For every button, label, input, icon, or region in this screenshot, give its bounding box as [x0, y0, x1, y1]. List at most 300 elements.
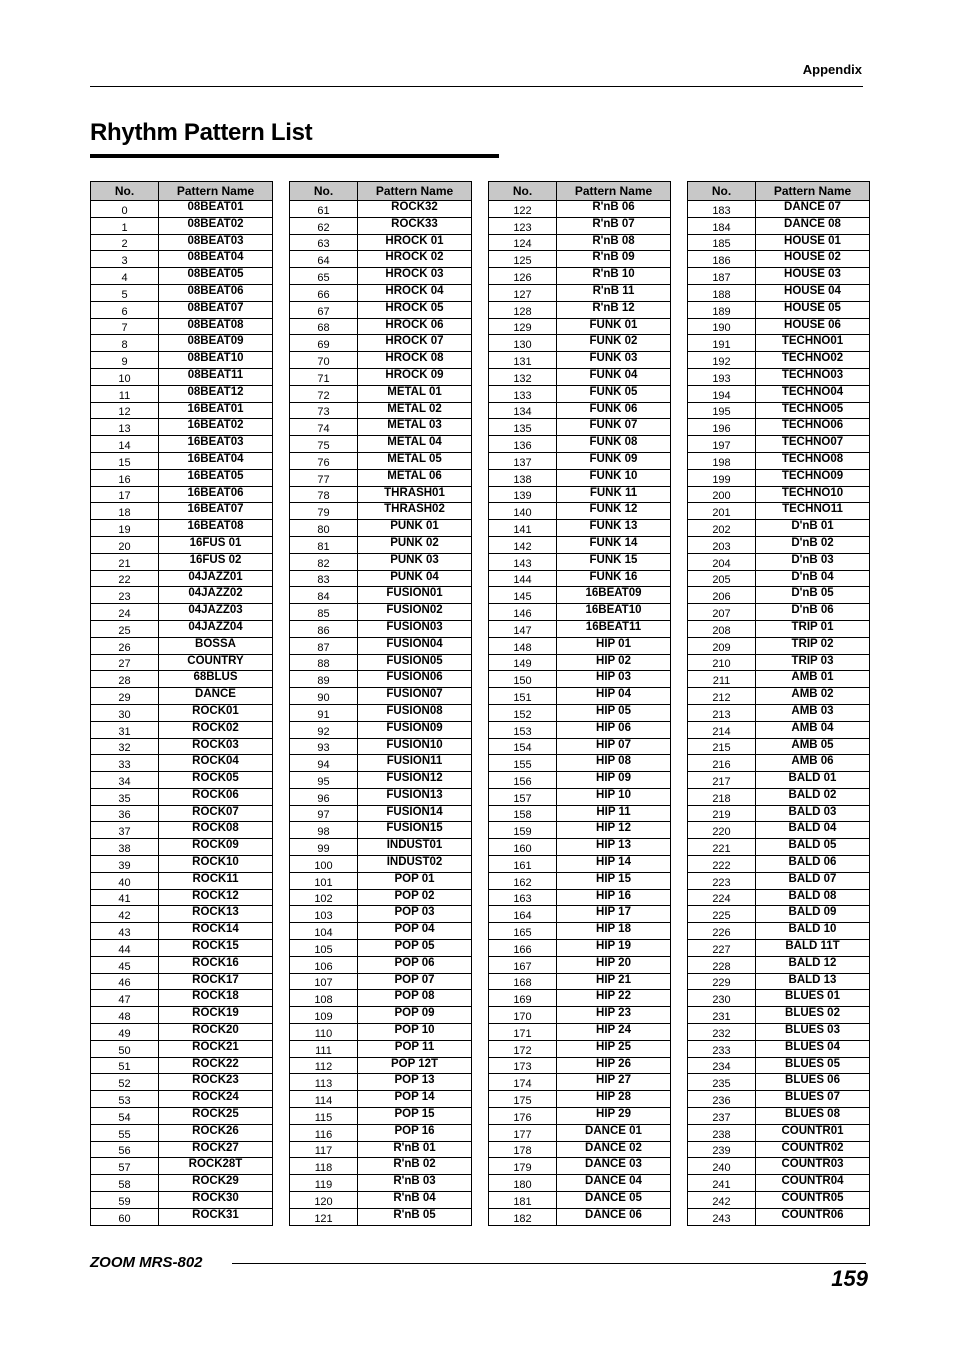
title-underline	[90, 154, 499, 158]
table-row	[91, 906, 273, 923]
pattern-number: 66	[290, 284, 358, 301]
pattern-name: POP 10	[358, 1024, 472, 1041]
pattern-name: 08BEAT12	[159, 385, 273, 402]
pattern-number: 119	[290, 1175, 358, 1192]
pattern-number: 91	[290, 704, 358, 721]
pattern-number: 73	[290, 402, 358, 419]
table-row	[91, 923, 273, 940]
pattern-number: 232	[688, 1024, 756, 1041]
pattern-name: FUSION10	[358, 738, 472, 755]
pattern-name: ROCK27	[159, 1141, 273, 1158]
table-row	[688, 973, 870, 990]
pattern-number: 216	[688, 755, 756, 772]
pattern-number: 24	[91, 604, 159, 621]
pattern-name: ROCK28T	[159, 1158, 273, 1175]
pattern-number: 131	[489, 352, 557, 369]
pattern-name: 16BEAT10	[557, 604, 671, 621]
pattern-name: R'nB 03	[358, 1175, 472, 1192]
pattern-number: 162	[489, 872, 557, 889]
pattern-number: 110	[290, 1024, 358, 1041]
table-row	[688, 805, 870, 822]
pattern-number: 150	[489, 671, 557, 688]
pattern-name: 04JAZZ02	[159, 587, 273, 604]
table-row	[91, 805, 273, 822]
pattern-number: 185	[688, 234, 756, 251]
pattern-number: 159	[489, 822, 557, 839]
pattern-name: 16BEAT03	[159, 436, 273, 453]
pattern-number: 222	[688, 856, 756, 873]
pattern-name: HROCK 06	[358, 318, 472, 335]
table-row	[290, 570, 472, 587]
pattern-name: BALD 09	[756, 906, 870, 923]
pattern-number: 95	[290, 772, 358, 789]
table-row	[489, 704, 671, 721]
pattern-number: 19	[91, 520, 159, 537]
table-row	[489, 268, 671, 285]
table-row	[489, 318, 671, 335]
pattern-number: 18	[91, 503, 159, 520]
pattern-number: 57	[91, 1158, 159, 1175]
table-row	[91, 335, 273, 352]
pattern-name: 08BEAT11	[159, 368, 273, 385]
pattern-number: 69	[290, 335, 358, 352]
pattern-number: 30	[91, 704, 159, 721]
pattern-number: 209	[688, 637, 756, 654]
table-row	[688, 1108, 870, 1125]
pattern-name: HROCK 09	[358, 368, 472, 385]
pattern-number: 40	[91, 872, 159, 889]
pattern-number: 177	[489, 1124, 557, 1141]
table-row	[290, 805, 472, 822]
pattern-name: ROCK22	[159, 1057, 273, 1074]
pattern-name: HOUSE 05	[756, 301, 870, 318]
pattern-name: POP 03	[358, 906, 472, 923]
pattern-table-1	[90, 181, 273, 1226]
pattern-name: R'nB 12	[557, 301, 671, 318]
pattern-number: 100	[290, 856, 358, 873]
table-row	[290, 604, 472, 621]
table-row	[688, 704, 870, 721]
table-row	[91, 688, 273, 705]
table-row	[489, 587, 671, 604]
pattern-name: THRASH01	[358, 486, 472, 503]
table-row	[489, 1175, 671, 1192]
pattern-name: DANCE 05	[557, 1192, 671, 1209]
pattern-name: HIP 19	[557, 940, 671, 957]
table-row	[290, 452, 472, 469]
pattern-number: 111	[290, 1040, 358, 1057]
table-row	[688, 956, 870, 973]
pattern-number: 0	[91, 201, 159, 218]
table-row	[688, 1040, 870, 1057]
pattern-name: HOUSE 04	[756, 284, 870, 301]
table-row	[489, 671, 671, 688]
pattern-number: 23	[91, 587, 159, 604]
pattern-name: BALD 02	[756, 788, 870, 805]
pattern-name: HIP 15	[557, 872, 671, 889]
pattern-name: ROCK24	[159, 1091, 273, 1108]
pattern-name: ROCK10	[159, 856, 273, 873]
table-row	[489, 1040, 671, 1057]
pattern-number: 28	[91, 671, 159, 688]
pattern-number: 158	[489, 805, 557, 822]
pattern-number: 172	[489, 1040, 557, 1057]
table-row	[489, 755, 671, 772]
pattern-number: 124	[489, 234, 557, 251]
header-rule	[90, 86, 863, 87]
pattern-number: 13	[91, 419, 159, 436]
pattern-name: PUNK 04	[358, 570, 472, 587]
pattern-number: 112	[290, 1057, 358, 1074]
pattern-name: 16BEAT06	[159, 486, 273, 503]
pattern-name: PUNK 02	[358, 536, 472, 553]
pattern-name: ROCK26	[159, 1124, 273, 1141]
table-row	[688, 856, 870, 873]
pattern-number: 55	[91, 1124, 159, 1141]
pattern-name: HIP 28	[557, 1091, 671, 1108]
pattern-name: METAL 04	[358, 436, 472, 453]
pattern-number: 80	[290, 520, 358, 537]
pattern-name: METAL 05	[358, 452, 472, 469]
pattern-number: 52	[91, 1074, 159, 1091]
pattern-number: 165	[489, 923, 557, 940]
table-row	[688, 436, 870, 453]
table-row	[91, 738, 273, 755]
pattern-name: METAL 02	[358, 402, 472, 419]
pattern-name: AMB 03	[756, 704, 870, 721]
table-row	[91, 251, 273, 268]
pattern-number: 196	[688, 419, 756, 436]
table-row	[489, 1208, 671, 1225]
table-row	[290, 671, 472, 688]
pattern-name: FUSION01	[358, 587, 472, 604]
pattern-name: COUNTR04	[756, 1175, 870, 1192]
pattern-name: FUNK 01	[557, 318, 671, 335]
pattern-name: D'nB 01	[756, 520, 870, 537]
table-row	[290, 419, 472, 436]
pattern-name: FUNK 11	[557, 486, 671, 503]
table-row	[91, 1208, 273, 1225]
pattern-number: 43	[91, 923, 159, 940]
pattern-name: COUNTR05	[756, 1192, 870, 1209]
table-row	[91, 570, 273, 587]
pattern-name: BALD 01	[756, 772, 870, 789]
pattern-name: 08BEAT08	[159, 318, 273, 335]
table-row	[290, 268, 472, 285]
pattern-name: POP 08	[358, 990, 472, 1007]
pattern-number: 233	[688, 1040, 756, 1057]
pattern-number: 4	[91, 268, 159, 285]
table-row	[290, 318, 472, 335]
pattern-name: POP 04	[358, 923, 472, 940]
pattern-name: ROCK01	[159, 704, 273, 721]
pattern-number: 201	[688, 503, 756, 520]
pattern-name: TECHNO04	[756, 385, 870, 402]
table-row	[290, 940, 472, 957]
table-row	[489, 805, 671, 822]
pattern-number: 174	[489, 1074, 557, 1091]
pattern-number: 62	[290, 217, 358, 234]
table-row	[489, 1192, 671, 1209]
pattern-number: 210	[688, 654, 756, 671]
pattern-table-3	[488, 181, 671, 1226]
pattern-number: 190	[688, 318, 756, 335]
table-row	[290, 906, 472, 923]
pattern-name: HIP 04	[557, 688, 671, 705]
pattern-name: 08BEAT02	[159, 217, 273, 234]
pattern-name: 04JAZZ04	[159, 620, 273, 637]
pattern-number: 237	[688, 1108, 756, 1125]
pattern-name: HIP 23	[557, 1007, 671, 1024]
pattern-number: 103	[290, 906, 358, 923]
table-row	[489, 570, 671, 587]
pattern-number: 175	[489, 1091, 557, 1108]
pattern-name: HIP 11	[557, 805, 671, 822]
pattern-name: BLUES 03	[756, 1024, 870, 1041]
table-row	[290, 654, 472, 671]
pattern-number: 118	[290, 1158, 358, 1175]
pattern-name: R'nB 02	[358, 1158, 472, 1175]
pattern-name: 08BEAT05	[159, 268, 273, 285]
pattern-name: BALD 04	[756, 822, 870, 839]
pattern-name: ROCK23	[159, 1074, 273, 1091]
pattern-number: 167	[489, 956, 557, 973]
table-row	[91, 419, 273, 436]
table-row	[688, 201, 870, 218]
pattern-number: 207	[688, 604, 756, 621]
table-row	[688, 738, 870, 755]
pattern-number: 200	[688, 486, 756, 503]
table-row	[91, 318, 273, 335]
pattern-name: HIP 25	[557, 1040, 671, 1057]
pattern-number: 178	[489, 1141, 557, 1158]
pattern-number: 193	[688, 368, 756, 385]
pattern-name: DANCE	[159, 688, 273, 705]
table-row	[688, 486, 870, 503]
pattern-name: BALD 13	[756, 973, 870, 990]
pattern-name: FUSION03	[358, 620, 472, 637]
pattern-number: 8	[91, 335, 159, 352]
table-row	[91, 402, 273, 419]
table-row	[489, 856, 671, 873]
header-pattern-name: Pattern Name	[557, 182, 671, 201]
pattern-name: COUNTR02	[756, 1141, 870, 1158]
pattern-number: 15	[91, 452, 159, 469]
pattern-name: POP 07	[358, 973, 472, 990]
section-label: Appendix	[802, 62, 862, 77]
table-row	[489, 738, 671, 755]
pattern-name: FUNK 09	[557, 452, 671, 469]
pattern-number: 6	[91, 301, 159, 318]
pattern-name: HROCK 04	[358, 284, 472, 301]
table-row	[489, 553, 671, 570]
pattern-name: BOSSA	[159, 637, 273, 654]
page-title: Rhythm Pattern List	[90, 119, 313, 146]
pattern-name: HROCK 03	[358, 268, 472, 285]
table-row	[91, 990, 273, 1007]
table-row	[91, 704, 273, 721]
pattern-name: DANCE 07	[756, 201, 870, 218]
pattern-number: 3	[91, 251, 159, 268]
pattern-number: 152	[489, 704, 557, 721]
table-row	[290, 956, 472, 973]
pattern-number: 197	[688, 436, 756, 453]
pattern-name: HOUSE 06	[756, 318, 870, 335]
table-row	[688, 1024, 870, 1041]
pattern-number: 49	[91, 1024, 159, 1041]
table-row	[290, 368, 472, 385]
pattern-number: 173	[489, 1057, 557, 1074]
table-row	[91, 469, 273, 486]
table-row	[290, 822, 472, 839]
pattern-number: 75	[290, 436, 358, 453]
pattern-name: POP 06	[358, 956, 472, 973]
pattern-name: COUNTR03	[756, 1158, 870, 1175]
pattern-name: TECHNO03	[756, 368, 870, 385]
pattern-number: 36	[91, 805, 159, 822]
table-row	[489, 335, 671, 352]
table-row	[91, 486, 273, 503]
pattern-number: 211	[688, 671, 756, 688]
pattern-name: TRIP 02	[756, 637, 870, 654]
pattern-number: 41	[91, 889, 159, 906]
table-row	[688, 587, 870, 604]
table-row	[91, 553, 273, 570]
pattern-number: 228	[688, 956, 756, 973]
table-row	[290, 587, 472, 604]
table-row	[688, 1007, 870, 1024]
pattern-name: HIP 07	[557, 738, 671, 755]
pattern-number: 72	[290, 385, 358, 402]
pattern-name: DANCE 02	[557, 1141, 671, 1158]
table-row	[290, 1108, 472, 1125]
table-row	[489, 788, 671, 805]
table-row	[91, 301, 273, 318]
pattern-name: HIP 21	[557, 973, 671, 990]
pattern-number: 87	[290, 637, 358, 654]
header-no: No.	[91, 182, 159, 201]
pattern-number: 239	[688, 1141, 756, 1158]
pattern-number: 125	[489, 251, 557, 268]
pattern-number: 134	[489, 402, 557, 419]
pattern-number: 27	[91, 654, 159, 671]
table-row	[489, 889, 671, 906]
table-row	[91, 1091, 273, 1108]
pattern-name: HIP 13	[557, 839, 671, 856]
pattern-name: ROCK14	[159, 923, 273, 940]
pattern-name: BLUES 02	[756, 1007, 870, 1024]
pattern-number: 189	[688, 301, 756, 318]
pattern-name: ROCK17	[159, 973, 273, 990]
pattern-name: BALD 12	[756, 956, 870, 973]
pattern-name: ROCK03	[159, 738, 273, 755]
table-row	[290, 1057, 472, 1074]
pattern-number: 161	[489, 856, 557, 873]
pattern-name: HIP 02	[557, 654, 671, 671]
pattern-name: HIP 08	[557, 755, 671, 772]
pattern-name: 04JAZZ01	[159, 570, 273, 587]
pattern-name: METAL 03	[358, 419, 472, 436]
table-row	[688, 1208, 870, 1225]
table-row	[688, 721, 870, 738]
table-row	[688, 839, 870, 856]
pattern-number: 70	[290, 352, 358, 369]
pattern-number: 171	[489, 1024, 557, 1041]
table-row	[290, 553, 472, 570]
table-row	[489, 654, 671, 671]
table-row	[91, 1108, 273, 1125]
pattern-name: R'nB 10	[557, 268, 671, 285]
pattern-number: 94	[290, 755, 358, 772]
pattern-number: 1	[91, 217, 159, 234]
pattern-number: 33	[91, 755, 159, 772]
pattern-number: 238	[688, 1124, 756, 1141]
pattern-number: 148	[489, 637, 557, 654]
pattern-number: 143	[489, 553, 557, 570]
pattern-number: 212	[688, 688, 756, 705]
table-row	[688, 402, 870, 419]
pattern-name: TRIP 03	[756, 654, 870, 671]
pattern-number: 82	[290, 553, 358, 570]
pattern-number: 218	[688, 788, 756, 805]
pattern-name: ROCK30	[159, 1192, 273, 1209]
pattern-name: D'nB 02	[756, 536, 870, 553]
pattern-number: 45	[91, 956, 159, 973]
pattern-name: HIP 27	[557, 1074, 671, 1091]
pattern-number: 215	[688, 738, 756, 755]
pattern-number: 76	[290, 452, 358, 469]
pattern-name: FUNK 10	[557, 469, 671, 486]
pattern-name: HIP 24	[557, 1024, 671, 1041]
pattern-number: 242	[688, 1192, 756, 1209]
pattern-name: D'nB 04	[756, 570, 870, 587]
pattern-name: HIP 22	[557, 990, 671, 1007]
pattern-name: R'nB 01	[358, 1141, 472, 1158]
table-row	[489, 940, 671, 957]
pattern-number: 231	[688, 1007, 756, 1024]
pattern-number: 89	[290, 671, 358, 688]
table-row	[290, 923, 472, 940]
table-row	[290, 839, 472, 856]
pattern-name: TECHNO11	[756, 503, 870, 520]
table-row	[489, 1024, 671, 1041]
table-row	[290, 486, 472, 503]
table-row	[290, 620, 472, 637]
table-row	[688, 923, 870, 940]
table-row	[91, 721, 273, 738]
pattern-number: 85	[290, 604, 358, 621]
pattern-number: 204	[688, 553, 756, 570]
table-row	[91, 234, 273, 251]
table-row	[290, 234, 472, 251]
pattern-name: R'nB 06	[557, 201, 671, 218]
table-row	[688, 553, 870, 570]
pattern-name: AMB 06	[756, 755, 870, 772]
table-row	[489, 1091, 671, 1108]
table-row	[688, 671, 870, 688]
pattern-table-4	[687, 181, 870, 1226]
pattern-number: 188	[688, 284, 756, 301]
pattern-name: R'nB 09	[557, 251, 671, 268]
pattern-number: 137	[489, 452, 557, 469]
pattern-number: 220	[688, 822, 756, 839]
pattern-number: 141	[489, 520, 557, 537]
pattern-name: 08BEAT04	[159, 251, 273, 268]
table-row	[688, 940, 870, 957]
pattern-number: 184	[688, 217, 756, 234]
pattern-name: HIP 17	[557, 906, 671, 923]
table-row	[688, 368, 870, 385]
